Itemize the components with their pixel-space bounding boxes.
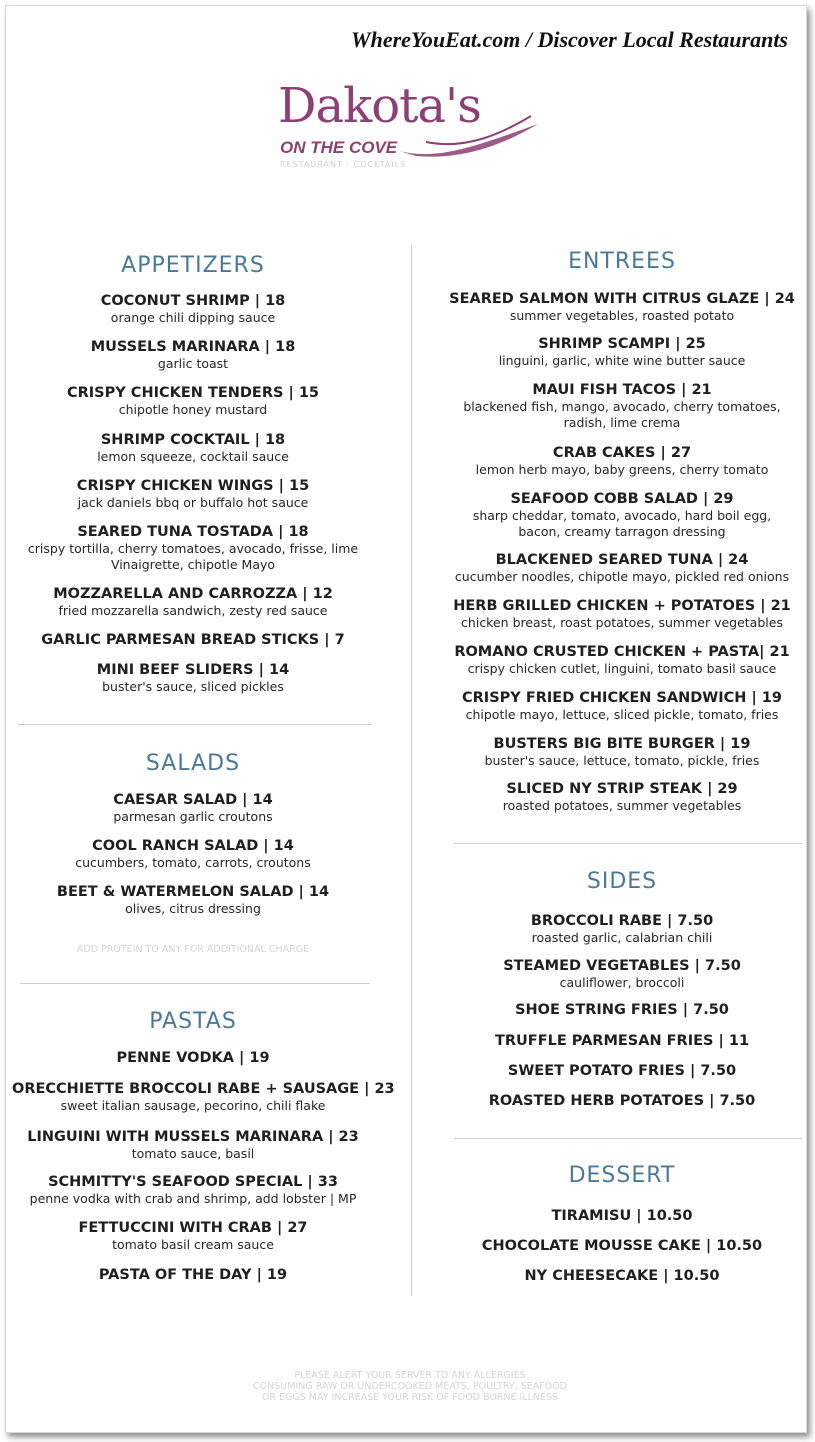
menu-item <box>436 1001 808 1019</box>
item-description: tomato sauce, basil <box>131 1146 255 1161</box>
item-name: ROASTED HERB POTATOES | 7.50 <box>488 1093 756 1109</box>
menu-item <box>436 957 808 991</box>
menu-item <box>436 780 808 814</box>
item-name: ORECCHIETTE BROCCOLI RABE + SAUSAGE | 23 <box>12 1081 395 1097</box>
menu-item <box>12 1080 395 1114</box>
menu-item <box>436 643 808 677</box>
menu-item <box>12 661 374 695</box>
item-name: COCONUT SHRIMP | 18 <box>100 293 286 309</box>
menu-item <box>436 689 808 723</box>
section-divider <box>18 724 372 725</box>
item-description: cucumbers, tomato, carrots, croutons <box>75 855 311 870</box>
item-description: tomato basil cream sauce <box>112 1237 274 1252</box>
item-description: lemon squeeze, cocktail sauce <box>97 449 289 464</box>
protein-note: ADD PROTEIN TO ANY FOR ADDITIONAL CHARGE <box>76 944 310 955</box>
item-name: SHRIMP SCAMPI | 25 <box>538 336 706 352</box>
section-divider <box>454 1138 802 1139</box>
menu-item <box>12 384 374 418</box>
item-description: chicken breast, roast potatoes, summer vegetables <box>461 615 783 630</box>
menu-item <box>12 431 374 465</box>
item-name: MAUI FISH TACOS | 21 <box>532 382 712 398</box>
item-description: chipotle mayo, lettuce, sliced pickle, tomato, fries <box>465 707 779 722</box>
menu-item <box>12 883 374 917</box>
item-description: roasted garlic, calabrian chili <box>531 930 713 945</box>
menu-item <box>436 1032 808 1050</box>
item-name: TIRAMISU | 10.50 <box>551 1208 693 1224</box>
allergy-notice <box>180 1370 640 1403</box>
item-description: linguini, garlic, white wine butter sauce <box>498 353 746 368</box>
item-name: COOL RANCH SALAD | 14 <box>92 838 294 854</box>
item-description: blackened fish, mango, avocado, cherry tomatoes, <box>463 399 781 414</box>
pastas-heading: PASTAS <box>149 1009 237 1034</box>
menu-item <box>12 338 374 372</box>
item-description: penne vodka with crab and shrimp, add lobster | MP <box>29 1191 357 1206</box>
menu-item <box>436 735 808 769</box>
column-divider <box>411 246 412 1296</box>
allergy-line-3: OR EGGS MAY INCREASE YOUR RISK OF FOOD BORNE ILLNESS <box>261 1392 559 1403</box>
item-name: GARLIC PARMESAN BREAD STICKS | 7 <box>41 632 345 648</box>
section-divider <box>454 843 802 844</box>
item-name: SEAFOOD COBB SALAD | 29 <box>510 491 734 507</box>
menu-item <box>12 523 374 573</box>
menu-item <box>12 1266 374 1284</box>
item-name: SWEET POTATO FRIES | 7.50 <box>507 1063 737 1079</box>
item-name: CRAB CAKES | 27 <box>552 445 692 461</box>
item-name: CRISPY CHICKEN TENDERS | 15 <box>66 385 319 401</box>
item-name: SHRIMP COCKTAIL | 18 <box>100 432 286 448</box>
menu-item <box>436 551 808 585</box>
item-description: orange chili dipping sauce <box>110 310 276 325</box>
item-name: CRISPY CHICKEN WINGS | 15 <box>76 478 310 494</box>
item-name: CAESAR SALAD | 14 <box>113 792 273 808</box>
menu-item <box>12 631 374 649</box>
item-description: chipotle honey mustard <box>118 402 268 417</box>
menu-item <box>436 597 808 631</box>
item-description: parmesan garlic croutons <box>113 809 273 824</box>
item-name: BROCCOLI RABE | 7.50 <box>530 913 714 929</box>
item-name: FETTUCCINI WITH CRAB | 27 <box>78 1220 308 1236</box>
item-description: crispy chicken cutlet, linguini, tomato basil sauce <box>467 661 777 676</box>
logo-tagline: RESTAURANT · COCKTAILS <box>280 160 407 169</box>
allergy-line-1: PLEASE ALERT YOUR SERVER TO ANY ALLERGIES <box>294 1370 526 1381</box>
logo-subtitle: ON THE COVE <box>280 138 398 157</box>
menu-item <box>12 585 374 619</box>
menu-item <box>12 837 374 871</box>
item-name: SCHMITTY'S SEAFOOD SPECIAL | 33 <box>48 1174 338 1190</box>
menu-item <box>12 1219 374 1253</box>
site-watermark: WhereYouEat.com / Discover Local Restaurants <box>351 27 788 52</box>
menu-item <box>12 791 374 825</box>
menu-item <box>436 444 808 478</box>
sides-heading: SIDES <box>586 869 658 894</box>
menu-item <box>436 1237 808 1255</box>
menu-item <box>436 490 808 540</box>
item-name: SEARED TUNA TOSTADA | 18 <box>77 524 309 540</box>
item-name: SLICED NY STRIP STEAK | 29 <box>506 781 738 797</box>
menu-item <box>436 335 808 369</box>
item-name: STEAMED VEGETABLES | 7.50 <box>503 958 741 974</box>
item-description: buster's sauce, lettuce, tomato, pickle, fries <box>484 753 760 768</box>
section-divider <box>20 983 370 984</box>
menu-item <box>12 1128 374 1162</box>
item-description: sweet italian sausage, pecorino, chili flake <box>60 1098 326 1113</box>
item-name: MOZZARELLA AND CARROZZA | 12 <box>53 586 333 602</box>
right-column <box>436 0 808 1442</box>
item-name: PENNE VODKA | 19 <box>116 1050 270 1066</box>
item-name: PASTA OF THE DAY | 19 <box>98 1267 288 1283</box>
menu-item <box>436 1092 808 1110</box>
dessert-heading: DESSERT <box>568 1163 676 1188</box>
logo-name: Dakota's <box>278 78 481 134</box>
item-description: roasted potatoes, summer vegetables <box>502 798 742 813</box>
item-description: lemon herb mayo, baby greens, cherry tomato <box>475 462 769 477</box>
item-name: CRISPY FRIED CHICKEN SANDWICH | 19 <box>462 690 782 706</box>
item-description: jack daniels bbq or buffalo hot sauce <box>77 495 309 510</box>
menu-item <box>12 1049 374 1067</box>
item-name: HERB GRILLED CHICKEN + POTATOES | 21 <box>453 598 791 614</box>
menu-item <box>436 381 808 431</box>
item-name: NY CHEESECAKE | 10.50 <box>524 1268 720 1284</box>
allergy-line-2: CONSUMING RAW OR UNDERCOOKED MEATS, POULTRY, SEAFOOD <box>253 1381 567 1392</box>
menu-item <box>436 290 808 324</box>
item-name: CHOCOLATE MOUSSE CAKE | 10.50 <box>481 1238 763 1254</box>
item-description: bacon, creamy tarragon dressing <box>518 524 726 539</box>
item-name: BLACKENED SEARED TUNA | 24 <box>495 552 749 568</box>
item-description: sharp cheddar, tomato, avocado, hard boil egg, <box>472 508 772 523</box>
entrees-heading: ENTREES <box>568 249 676 274</box>
item-name: ROMANO CRUSTED CHICKEN + PASTA| 21 <box>454 644 790 660</box>
item-description: summer vegetables, roasted potato <box>509 308 735 323</box>
item-name: SHOE STRING FRIES | 7.50 <box>515 1002 729 1018</box>
item-description: garlic toast <box>157 356 229 371</box>
item-description: Vinaigrette, chipotle Mayo <box>110 557 276 572</box>
item-name: LINGUINI WITH MUSSELS MARINARA | 23 <box>27 1129 359 1145</box>
item-name: MUSSELS MARINARA | 18 <box>90 339 296 355</box>
menu-item <box>12 477 374 511</box>
item-description: cauliflower, broccoli <box>559 975 685 990</box>
item-description: olives, citrus dressing <box>125 901 261 916</box>
menu-item <box>436 1062 808 1080</box>
item-description: crispy tortilla, cherry tomatoes, avocado, frisse, lime <box>27 541 359 556</box>
menu-item <box>436 1207 808 1225</box>
item-name: MINI BEEF SLIDERS | 14 <box>96 662 290 678</box>
salads-heading: SALADS <box>145 751 241 776</box>
item-name: TRUFFLE PARMESAN FRIES | 11 <box>494 1033 750 1049</box>
menu-item <box>12 1173 374 1207</box>
item-name: SEARED SALMON WITH CITRUS GLAZE | 24 <box>449 291 795 307</box>
menu-item <box>436 1267 808 1285</box>
menu-item <box>12 292 374 326</box>
item-name: BEET & WATERMELON SALAD | 14 <box>56 884 330 900</box>
item-name: BUSTERS BIG BITE BURGER | 19 <box>493 736 751 752</box>
menu-item <box>436 912 808 946</box>
appetizers-heading: APPETIZERS <box>121 253 265 278</box>
item-description: cucumber noodles, chipotle mayo, pickled red onions <box>454 569 790 584</box>
item-description: radish, lime crema <box>563 415 681 430</box>
item-description: fried mozzarella sandwich, zesty red sauce <box>58 603 328 618</box>
item-description: buster's sauce, sliced pickles <box>102 679 284 694</box>
